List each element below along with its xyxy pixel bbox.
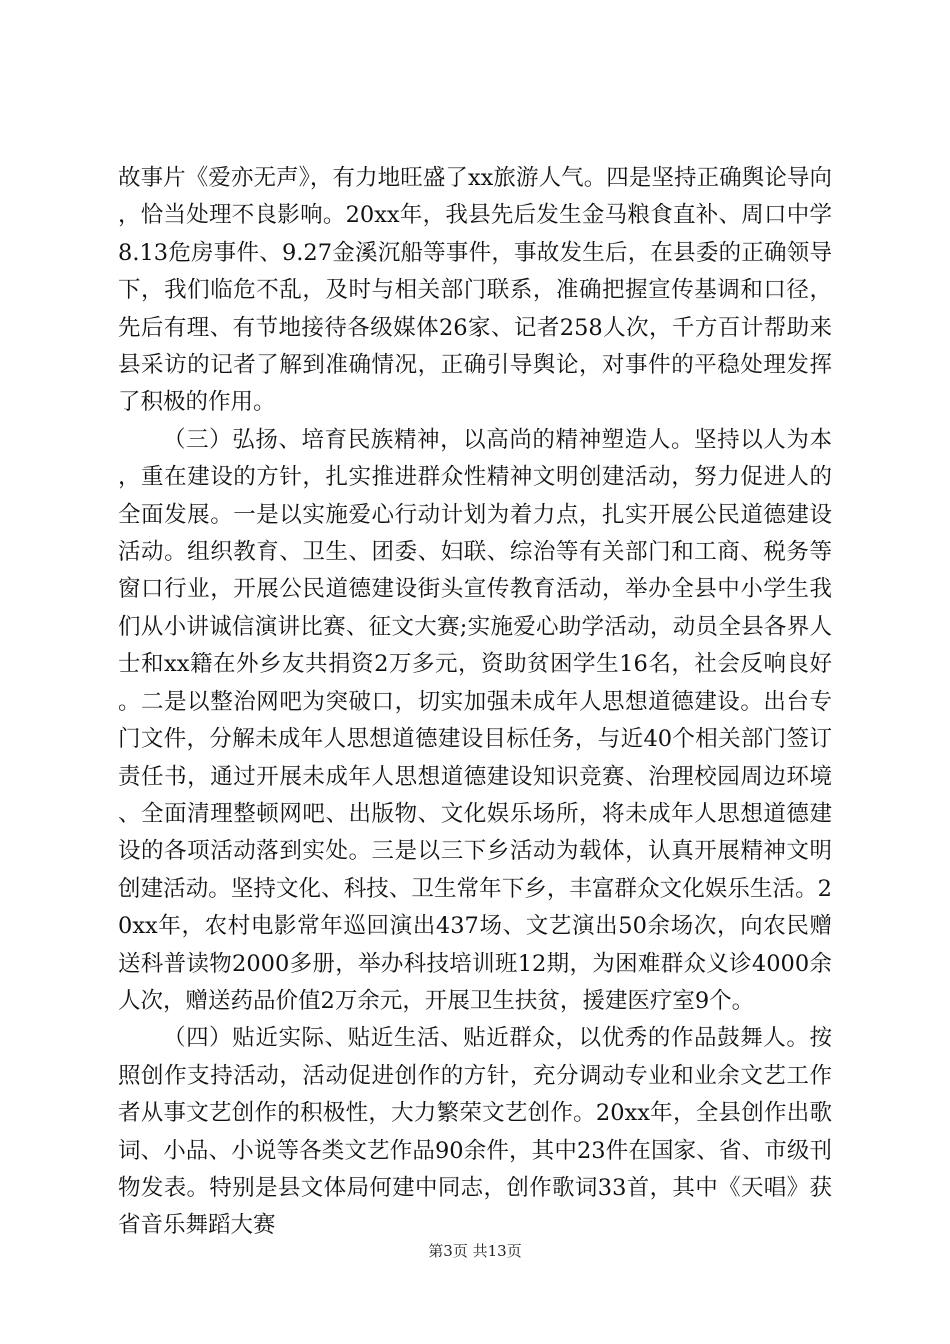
page-number: 第3页 共13页 [428,1242,522,1260]
document-body [118,160,832,1245]
paragraph-2: （三）弘扬、培育民族精神，以高尚的精神塑造人。坚持以人为本，重在建设的方针，扎实推进群众性精神文明创建活动，努力促进人的全面发展。一是以实施爱心行动计划为着力点，扎实开展公民道德建设活动。组织教育、卫生、团委、妇联、综治等有关部门和工商、税务等窗口行业，开展公民道德建设街头宣传教育活动，举办全县中小学生我们从小讲诚信演讲比赛、征文大赛;实施爱心助学活动，动员全县各界人士和xx籍在外乡友共捐资2万多元，资助贫困学生16名，社会反响良好。二是以整治网吧为突破口，切实加强未成年人思想道德建设。出台专门文件，分解未成年人思想道德建设目标任务，与近40个相关部门签订责任书，通过开展未成年人思想道德建设知识竞赛、治理校园周边环境、全面清理整顿网吧、出版物、文化娱乐场所，将未成年人思想道德建设的各项活动落到实处。三是以三下乡活动为载体，认真开展精神文明创建活动。坚持文化、科技、卫生常年下乡，丰富群众文化娱乐生活。20xx年，农村电影常年巡回演出437场、文艺演出50余场次，向农民赠送科普读物2000多册，举办科技培训班12期，为困难群众义诊4000余人次，赠送药品价值2万余元，开展卫生扶贫，援建医疗室9个。 [118,426,832,1014]
paragraph-1: 故事片《爱亦无声》，有力地旺盛了xx旅游人气。四是坚持正确舆论导向，恰当处理不良影响。20xx年，我县先后发生金马粮食直补、周口中学8.13危房事件、9.27金溪沉船等事件，事故发生后，在县委的正确领导下，我们临危不乱，及时与相关部门联系，准确把握宣传基调和口径，先后有理、有节地接待各级媒体26家、记者258人次，千方百计帮助来县采访的记者了解到准确情况，正确引导舆论，对事件的平稳处理发挥了积极的作用。 [118,165,832,416]
page-footer [0,1241,950,1261]
paragraph-3: （四）贴近实际、贴近生活、贴近群众，以优秀的作品鼓舞人。按照创作支持活动，活动促进创作的方针，充分调动专业和业余文艺工作者从事文艺创作的积极性，大力繁荣文艺创作。20xx年，全县创作出歌词、小品、小说等各类文艺作品90余件，其中23件在国家、省、市级刊物发表。特别是县文体局何建中同志，创作歌词33首，其中《天唱》获省音乐舞蹈大赛 [118,1025,832,1239]
